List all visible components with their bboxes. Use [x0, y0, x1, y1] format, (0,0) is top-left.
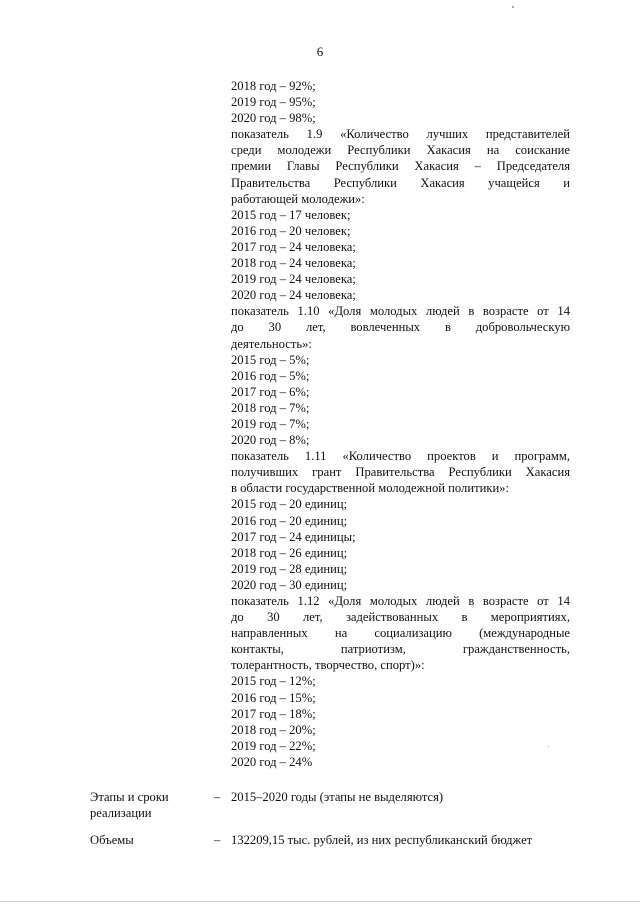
- value-line: 2019 год – 24 человека;: [231, 272, 356, 287]
- value-line: 2017 год – 24 человека;: [231, 239, 356, 254]
- value-line: 2020 год – 8%;: [231, 433, 310, 448]
- value-line: 2018 год – 7%;: [231, 400, 310, 415]
- label-line: реализации: [90, 806, 152, 821]
- text-line: показатель 1.12 «Доля молодых людей в возрасте от 14: [231, 594, 570, 608]
- text-line: деятельность»:: [231, 336, 312, 351]
- indicator-1-9-heading: [231, 126, 570, 206]
- value-line: 2019 год – 95%;: [231, 95, 316, 110]
- value-line: 2017 год – 6%;: [231, 384, 310, 399]
- value-line: 2019 год – 7%;: [231, 416, 310, 431]
- value-line: 2017 год – 24 единицы;: [231, 529, 356, 544]
- value-line: 2020 год – 24 человека;: [231, 288, 356, 303]
- indicators-text: [231, 78, 570, 770]
- value-line: 2019 год – 28 единиц;: [231, 561, 348, 576]
- stages-value: 2015–2020 годы (этапы не выделяются): [231, 790, 444, 804]
- page-edge-line: [0, 901, 640, 902]
- value-line: 2016 год – 15%;: [231, 690, 316, 705]
- text-line: работающей молодежи»:: [231, 191, 365, 206]
- value-line: 2015 год – 12%;: [231, 674, 316, 689]
- value-line: 2020 год – 30 единиц;: [231, 577, 348, 592]
- text-line: получивших грант Правительства Республики Хакасия: [231, 465, 570, 480]
- scan-speck: [512, 6, 514, 8]
- dash-separator: –: [214, 790, 221, 804]
- text-line: толерантность, творчество, спорт)»:: [231, 658, 425, 673]
- text-line: премии Главы Республики Хакасия – Председателя: [231, 159, 570, 174]
- value-line: 2015 год – 17 человек;: [231, 207, 351, 222]
- text-line: показатель 1.9 «Количество лучших представителей: [231, 127, 570, 142]
- text-line: среди молодежи Республики Хакасия на соискание: [231, 143, 570, 158]
- text-line: Правительства Республики Хакасия учащейся и: [231, 175, 570, 190]
- volume-label: Объемы: [90, 833, 134, 847]
- value-line: 2018 год – 92%;: [231, 79, 316, 93]
- dash-separator: –: [214, 833, 221, 847]
- stages-label: [90, 789, 200, 821]
- text-line: в области государственной молодежной политики»:: [231, 481, 509, 496]
- scan-speck: [548, 746, 549, 747]
- value-line: 2016 год – 5%;: [231, 368, 310, 383]
- volume-value: 132209,15 тыс. рублей, из них республиканский бюджет: [231, 833, 533, 847]
- value-line: 2020 год – 98%;: [231, 111, 316, 126]
- value-line: 2015 год – 20 единиц;: [231, 497, 348, 512]
- value-line: 2018 год – 24 человека;: [231, 256, 356, 271]
- text-line: до 30 лет, задействованных в мероприятиях,: [231, 610, 570, 625]
- value-line: 2015 год – 5%;: [231, 352, 310, 367]
- text-line: контакты, патриотизм, гражданственность,: [231, 642, 570, 657]
- text-line: показатель 1.10 «Доля молодых людей в возрасте от 14: [231, 304, 570, 319]
- text-line: до 30 лет, вовлеченных в добровольческую: [231, 320, 570, 335]
- page-number: 6: [316, 44, 324, 59]
- text-line: направленных на социализацию (международные: [231, 626, 570, 641]
- value-line: 2019 год – 22%;: [231, 738, 316, 753]
- value-line: 2018 год – 26 единиц;: [231, 545, 348, 560]
- value-line: 2016 год – 20 единиц;: [231, 513, 348, 528]
- value-line: 2018 год – 20%;: [231, 722, 316, 737]
- value-line: 2016 год – 20 человек;: [231, 223, 351, 238]
- value-line: 2017 год – 18%;: [231, 706, 316, 721]
- value-line: 2020 год – 24%: [231, 754, 313, 769]
- label-line: Этапы и сроки: [90, 790, 169, 804]
- indicator-1-12-heading: [231, 593, 570, 673]
- text-line: показатель 1.11 «Количество проектов и программ,: [231, 449, 570, 464]
- indicator-1-11-heading: [231, 448, 570, 496]
- indicator-1-10-heading: [231, 303, 570, 351]
